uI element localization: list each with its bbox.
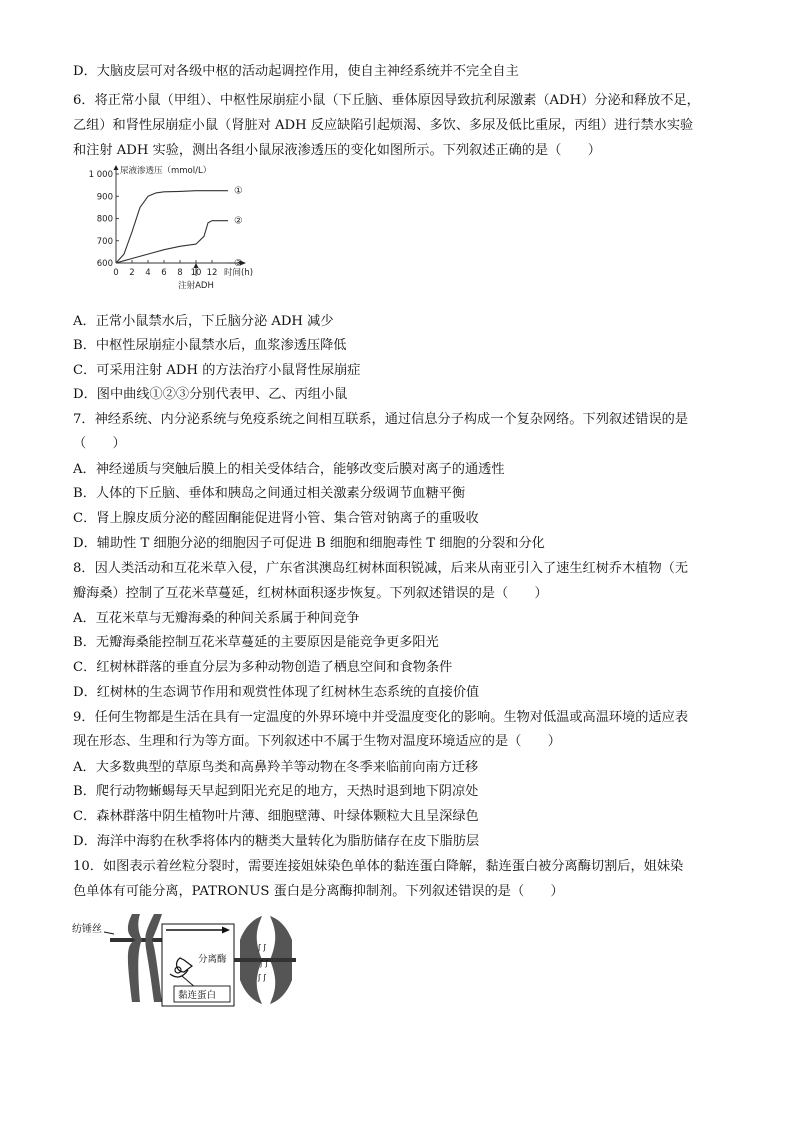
x-tick-label: 8 bbox=[177, 268, 183, 278]
y-axis-arrow bbox=[114, 165, 119, 170]
spindle-fiber-left bbox=[104, 932, 114, 934]
text-line: B．爬行动物蜥蜴每天早起到阳光充足的地方，天热时退到地下阴凉处 bbox=[73, 784, 479, 799]
text-line: C．森林群落中阴生植物叶片薄、细胞壁薄、叶绿体颗粒大且呈深绿色 bbox=[73, 809, 479, 824]
series-line-1 bbox=[116, 191, 228, 263]
text-line: 现在形态、生理和行为等方面。下列叙述中不属于生物对温度环境适应的是（ ） bbox=[73, 734, 561, 749]
text-line: B．无瓣海桑能控制互花米草蔓延的主要原因是能竞争更多阳光 bbox=[73, 635, 439, 650]
text-line: （ ） bbox=[73, 436, 126, 451]
spindle-label: 纺锤丝 bbox=[72, 924, 102, 935]
text-line: 8．因人类活动和互花米草入侵，广东省淇澳岛红树林面积锐减，后来从南亚引入了速生红树乔木植物（无 bbox=[73, 561, 689, 576]
x-tick-label: 12 bbox=[206, 268, 218, 278]
text-line: 瓣海桑）控制了互花米草蔓延，红树林面积逐步恢复。下列叙述错误的是（ ） bbox=[73, 586, 548, 601]
cohesin-label: 黏连蛋白 bbox=[178, 990, 217, 1001]
x-axis-label: 时间(h) bbox=[224, 268, 254, 278]
y-axis-label: 尿液渗透压（mmol/L） bbox=[120, 166, 212, 176]
x-tick-label: 0 bbox=[113, 268, 119, 278]
text-line: C．肾上腺皮质分泌的醛固酮能促进肾小管、集合管对钠离子的重吸收 bbox=[73, 511, 479, 526]
text-line: D．辅助性 T 细胞分泌的细胞因子可促进 B 细胞和细胞毒性 T 细胞的分裂和分化 bbox=[73, 536, 545, 551]
injection-label: 注射ADH bbox=[178, 281, 214, 291]
text-line: A．互花米草与无瓣海桑的种间关系属于种间竞争 bbox=[73, 611, 360, 626]
text-line: A．神经递质与突触后膜上的相关受体结合，能够改变后膜对离子的通透性 bbox=[73, 462, 505, 477]
text-line: 9．任何生物都是生活在具有一定温度的外界环境中并受温度变化的影响。生物对低温或高温环境的适应表 bbox=[73, 710, 689, 725]
y-tick-label: 600 bbox=[96, 259, 113, 269]
text-line: B．中枢性尿崩症小鼠禁水后，血浆渗透压降低 bbox=[73, 338, 347, 353]
text-line: 乙组）和肾性尿崩症小鼠（肾脏对 ADH 反应缺陷引起烦渴、多饮、多尿及低比重尿，丙组）进行禁水实验 bbox=[73, 118, 694, 133]
y-tick-label: 900 bbox=[96, 192, 113, 203]
x-tick-label: 10 bbox=[190, 268, 202, 278]
text-line: 10．如图表示着丝粒分裂时，需要连接姐妹染色单体的黏连蛋白降解，黏连蛋白被分离酶切割后，姐妹染 bbox=[73, 859, 684, 874]
text-line: D．海洋中海豹在秋季将体内的糖类大量转化为脂肪储存在皮下脂肪层 bbox=[73, 834, 480, 849]
svg-text:ʃ ʃ: ʃ ʃ bbox=[258, 973, 266, 982]
chromosome-separation-figure bbox=[70, 910, 296, 1010]
text-line: 7．神经系统、内分泌系统与免疫系统之间相互联系，通过信息分子构成一个复杂网络。下列叙述错误的是 bbox=[73, 412, 689, 427]
y-tick-label: 800 bbox=[96, 214, 113, 225]
text-line: C．可采用注射 ADH 的方法治疗小鼠肾性尿崩症 bbox=[73, 363, 361, 378]
text-line: 和注射 ADH 实验，测出各组小鼠尿液渗透压的变化如图所示。下列叙述正确的是（ ） bbox=[73, 143, 601, 158]
separase-label: 分离酶 bbox=[198, 954, 227, 965]
text-line: 6．将正常小鼠（甲组）、中枢性尿崩症小鼠（下丘脑、垂体原因导致抗利尿激素（ADH）分泌和释放不足， bbox=[73, 93, 700, 108]
text-line: A．正常小鼠禁水后，下丘脑分泌 ADH 减少 bbox=[73, 314, 334, 329]
urine-osmolality-chart bbox=[88, 164, 264, 304]
text-line: C．红树林群落的垂直分层为多种动物创造了栖息空间和食物条件 bbox=[73, 660, 453, 675]
text-line: D．红树林的生态调节作用和观赏性体现了红树林生态系统的直接价值 bbox=[73, 685, 480, 700]
text-line: D．大脑皮层可对各级中枢的活动起调控作用，使自主神经系统并不完全自主 bbox=[73, 64, 519, 79]
x-tick-label: 2 bbox=[129, 268, 135, 278]
svg-text:ʃ ʃ: ʃ ʃ bbox=[258, 943, 266, 952]
chromosome-before bbox=[128, 914, 162, 1002]
text-line: A．大多数典型的草原鸟类和高鼻羚羊等动物在冬季来临前向南方迁移 bbox=[73, 760, 479, 775]
y-tick-label: 700 bbox=[96, 236, 113, 247]
svg-text:ʃ ʃ: ʃ ʃ bbox=[260, 959, 268, 968]
series-label-1: ① bbox=[234, 185, 243, 197]
text-line: D．图中曲线①②③分别代表甲、乙、丙组小鼠 bbox=[73, 387, 348, 402]
series-line-2 bbox=[116, 221, 228, 263]
text-line: B．人体的下丘脑、垂体和胰岛之间通过相关激素分级调节血糖平衡 bbox=[73, 486, 466, 501]
x-tick-label: 4 bbox=[145, 268, 151, 278]
series-label-3: ③ bbox=[234, 258, 243, 269]
y-tick-label: 1 000 bbox=[88, 170, 113, 180]
x-tick-label: 6 bbox=[161, 268, 167, 278]
series-label-2: ② bbox=[234, 215, 243, 227]
injection-arrow-head bbox=[194, 263, 199, 268]
text-line: 色单体有可能分离，PATRONUS 蛋白是分离酶抑制剂。下列叙述错误的是（ ） bbox=[73, 884, 564, 899]
chromosome-after bbox=[234, 916, 296, 1004]
